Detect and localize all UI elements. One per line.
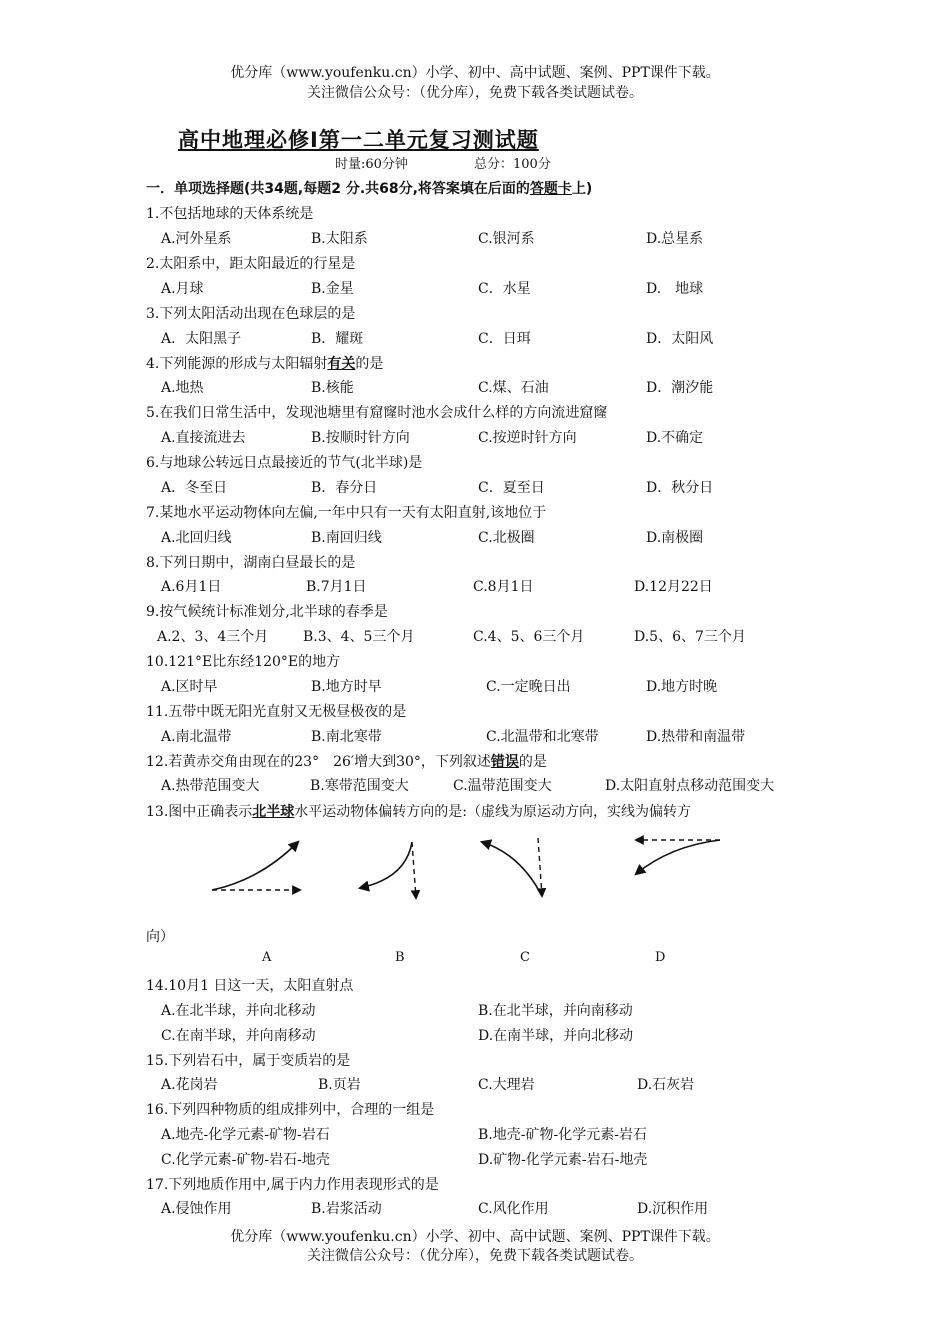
question-4-stem-end: 的是 [355,356,384,372]
question-4-option-b: B.核能 [311,380,354,396]
question-17-option-d: D.沉积作用 [637,1201,709,1217]
question-11-stem: 11.五带中既无阳光直射又无极昼极夜的是 [146,704,407,720]
question-12-stem-end: 的是 [518,754,547,770]
diagram-a [212,842,300,890]
question-10-option-b: B.地方时早 [311,679,382,695]
question-6-option-b: B．春分日 [311,480,378,496]
question-8-option-c: C.8月1日 [473,579,534,595]
question-17-stem: 17.下列地质作用中,属于内力作用表现形式的是 [146,1177,439,1193]
question-3-option-c: C．日珥 [478,331,531,347]
section-heading-text: 一．单项选择题(共34题,每题2 分.共68分,将答案填在后面的 [146,181,530,197]
deflection-diagram [200,828,740,908]
question-11-option-b: B.南北寒带 [311,729,382,745]
question-3-option-b: B．耀斑 [311,331,364,347]
question-1-option-a: A.河外星系 [161,231,232,247]
question-11-option-a: A.南北温带 [161,729,232,745]
question-2-option-a: A.月球 [161,281,204,297]
question-15-option-c: C.大理岩 [478,1077,535,1093]
header-line-1: 优分库（www.youfenku.cn）小学、初中、高中试题、案例、PPT课件下载。 [230,65,720,81]
question-15-option-d: D.石灰岩 [637,1077,695,1093]
footer-line-1: 优分库（www.youfenku.cn）小学、初中、高中试题、案例、PPT课件下载。 [230,1229,720,1245]
question-7-option-c: C.北极圈 [478,530,535,546]
question-3-option-d: D．太阳风 [646,331,714,347]
question-3-stem: 3.下列太阳活动出现在色球层的是 [146,306,356,322]
question-16-option-d: D.矿物-化学元素-岩石-地壳 [478,1152,648,1168]
diagram-label-b: B [395,950,405,965]
question-13-stem-tail: 向） [146,929,174,945]
question-4-keyword: 有关 [327,356,356,372]
question-12-keyword: 错误 [490,754,519,770]
question-8-option-b: B.7月1日 [306,579,367,595]
question-4-option-a: A.地热 [161,380,204,396]
time-limit: 时量:60分钟 [335,157,408,172]
question-7-stem: 7.某地水平运动物体向左偏,一年中只有一天有太阳直射,该地位于 [146,505,547,521]
question-10-option-a: A.区时早 [161,679,218,695]
answer-card-term: 答题卡 [529,181,572,197]
question-10-stem: 10.121°E比东经120°E的地方 [146,654,341,670]
section-heading-end: 上) [571,181,593,197]
question-6-option-d: D．秋分日 [646,480,714,496]
question-5-option-d: D.不确定 [646,430,704,446]
question-13-stem [146,801,691,821]
question-16-option-a: A.地壳-化学元素-矿物-岩石 [161,1127,330,1143]
diagram-a-solid-arrow [212,842,298,890]
footer-line-2: 关注微信公众号：（优分库），免费下载各类试题试卷。 [307,1248,643,1264]
question-13-keyword: 北半球 [252,804,295,820]
question-13-stem-start: 13.图中正确表示 [146,804,253,820]
question-5-stem: 5.在我们日常生活中，发现池塘里有窟窿时池水会成什么样的方向流进窟窿 [146,405,608,421]
question-17-option-b: B.岩浆活动 [311,1201,382,1217]
question-12-option-a: A.热带范围变大 [161,778,260,794]
diagram-d [636,840,720,874]
question-14-stem: 14.10月1 日这一天，太阳直射点 [146,978,354,994]
question-7-option-b: B.南回归线 [311,530,382,546]
question-15-stem: 15.下列岩石中，属于变质岩的是 [146,1053,351,1069]
diagram-label-d: D [655,950,666,965]
question-4-stem-start: 4.下列能源的形成与太阳辐射 [146,356,328,372]
question-12-option-b: B.寒带范围变大 [310,778,409,794]
question-2-option-c: C．水星 [478,281,531,297]
diagram-label-a: A [262,950,272,965]
question-14-option-a: A.在北半球，并向北移动 [161,1003,316,1019]
diagram-b-dashed-arrow [412,842,416,898]
question-17-option-c: C.风化作用 [478,1201,549,1217]
question-15-option-a: A.花岗岩 [161,1077,218,1093]
question-14-option-d: D.在南半球，并向北移动 [478,1028,634,1044]
question-3-option-a: A．太阳黑子 [161,331,242,347]
question-2-option-d: D. 地球 [646,281,704,297]
question-4-option-d: D．潮汐能 [646,380,714,396]
question-5-option-a: A.直接流进去 [161,430,246,446]
question-10-option-d: D.地方时晚 [646,679,718,695]
question-16-option-c: C.化学元素-矿物-岩石-地壳 [161,1152,330,1168]
question-7-option-a: A.北回归线 [161,530,232,546]
question-1-option-d: D.总星系 [646,231,704,247]
question-8-stem: 8.下列日期中，湖南白昼最长的是 [146,555,356,571]
question-12-option-c: C.温带范围变大 [453,778,552,794]
question-4-option-c: C.煤、石油 [478,380,549,396]
question-5-option-c: C.按逆时针方向 [478,430,577,446]
total-score: 总分：100分 [474,157,551,172]
question-12-stem [146,751,547,771]
question-8-option-a: A.6月1日 [161,579,222,595]
question-12-stem-start: 12.若黄赤交角由现在的23° 26′增大到30°，下列叙述 [146,754,491,770]
question-15-option-b: B.页岩 [318,1077,361,1093]
question-1-option-c: C.银河系 [478,231,535,247]
question-10-option-c: C.一定晚日出 [486,679,571,695]
diagram-d-solid-arrow [636,840,720,874]
question-11-option-d: D.热带和南温带 [646,729,746,745]
question-8-option-d: D.12月22日 [634,579,713,595]
header-line-2: 关注微信公众号：（优分库），免费下载各类试题试卷。 [307,85,643,101]
question-9-stem: 9.按气候统计标准划分,北半球的春季是 [146,604,388,620]
question-9-option-a: A.2、3、4三个月 [157,629,269,645]
question-13-stem-end: 水平运动物体偏转方向的是:（虚线为原运动方向，实线为偏转方 [294,804,691,820]
question-9-option-d: D.5、6、7三个月 [634,629,746,645]
question-16-option-b: B.地壳-矿物-化学元素-岩石 [478,1127,647,1143]
diagram-c-dashed-arrow [538,838,542,896]
question-2-option-b: B.金星 [311,281,354,297]
diagram-c [482,838,542,896]
question-14-option-c: C.在南半球，并向南移动 [161,1028,316,1044]
question-12-option-d: D.太阳直射点移动范围变大 [605,778,775,794]
question-4-stem [146,353,383,373]
section-heading [146,178,592,198]
page-title: 高中地理必修Ⅰ第一二单元复习测试题 [178,128,539,152]
diagram-label-c: C [520,950,530,965]
diagram-b-solid-arrow [360,842,412,888]
question-9-option-b: B.3、4、5三个月 [303,629,415,645]
question-6-option-a: A．冬至日 [161,480,228,496]
question-6-stem: 6.与地球公转远日点最接近的节气(北半球)是 [146,455,423,471]
question-2-stem: 2.太阳系中，距太阳最近的行星是 [146,256,356,272]
question-5-option-b: B.按顺时针方向 [311,430,410,446]
question-1-stem: 1.不包括地球的天体系统是 [146,206,314,222]
question-11-option-c: C.北温带和北寒带 [486,729,599,745]
question-16-stem: 16.下列四种物质的组成排列中，合理的一组是 [146,1102,435,1118]
question-7-option-d: D.南极圈 [646,530,704,546]
question-17-option-a: A.侵蚀作用 [161,1201,232,1217]
question-14-option-b: B.在北半球，并向南移动 [478,1003,633,1019]
question-9-option-c: C.4、5、6三个月 [473,629,585,645]
diagram-c-solid-arrow [482,842,542,896]
diagram-b [360,842,416,898]
question-1-option-b: B.太阳系 [311,231,368,247]
question-6-option-c: C．夏至日 [478,480,545,496]
